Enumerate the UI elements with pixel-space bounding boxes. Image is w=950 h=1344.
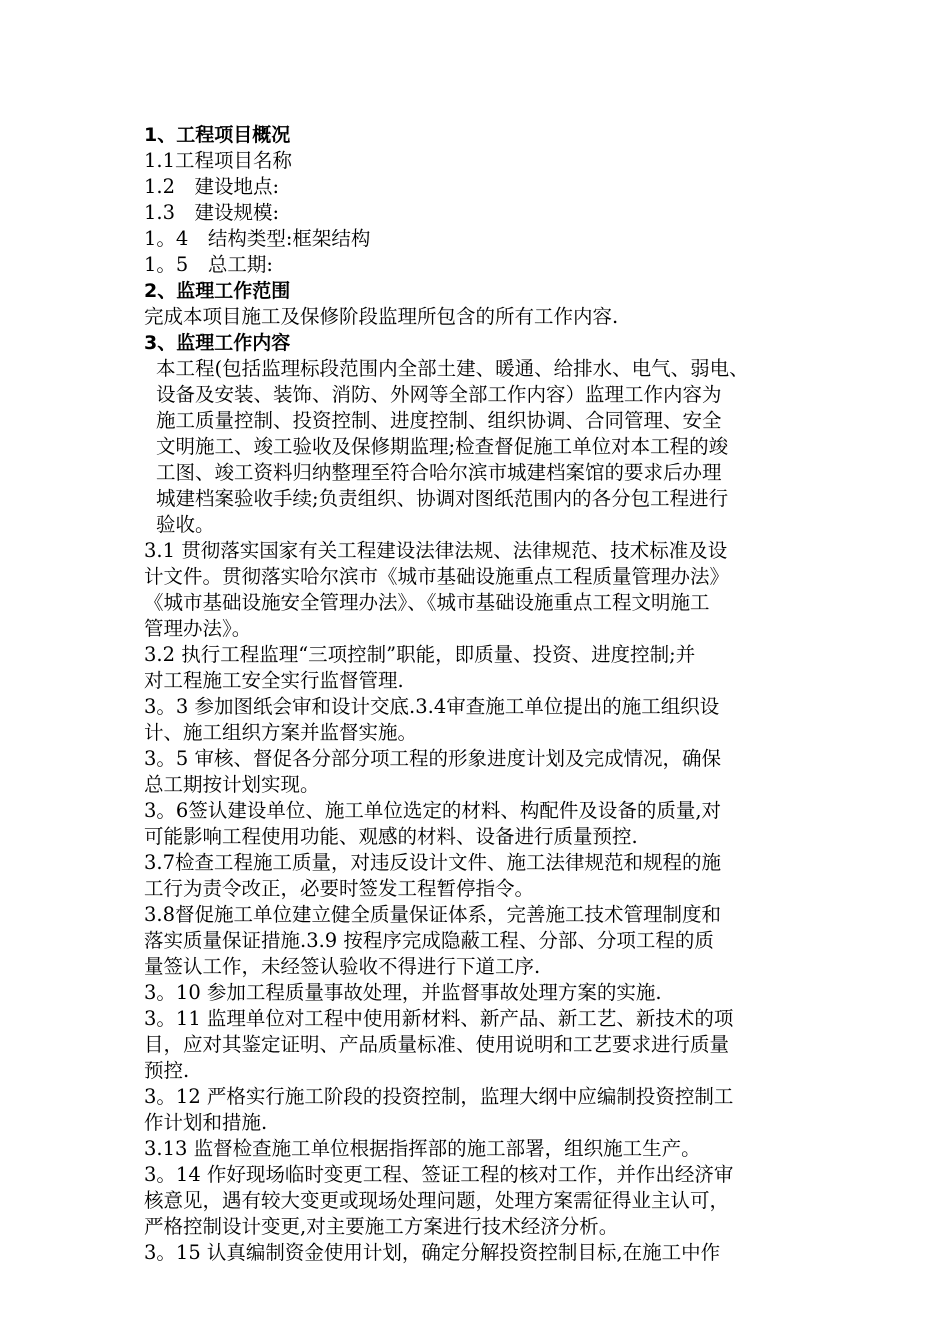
body-line: 核意见，遇有较大变更或现场处理问题，处理方案需征得业主认可， [144,1189,730,1212]
body-line: 《城市基础设施安全管理办法》、《城市基础设施重点工程文明施工 [144,591,710,614]
section-2-text: 完成本项目施工及保修阶段监理所包含的所有工作内容. [144,305,619,328]
body-line: 预控. [144,1059,190,1082]
body-line: 3.2 执行工程监理“三项控制”职能，即质量、投资、进度控制;并 [144,643,696,666]
body-line: 3。15 认真编制资金使用计划，确定分解投资控制目标,在施工中作 [144,1241,721,1264]
body-line: 3。14 作好现场临时变更工程、签证工程的核对工作，并作出经济审 [144,1163,734,1186]
intro-line: 验收。 [156,513,215,536]
body-line: 3.8督促施工单位建立健全质量保证体系，完善施工技术管理制度和 [144,903,722,926]
intro-line: 文明施工、竣工验收及保修期监理;检查督促施工单位对本工程的竣 [156,435,729,458]
section-2-heading: 2、监理工作范围 [144,280,291,302]
body-line: 3。6签认建设单位、施工单位选定的材料、构配件及设备的质量,对 [144,799,722,822]
item-1-4: 1。4 结构类型:框架结构 [144,227,371,250]
body-line: 管理办法》。 [144,617,252,640]
item-1-5: 1。5 总工期: [144,253,273,276]
intro-line: 工图、竣工资料归纳整理至符合哈尔滨市城建档案馆的要求后办理 [156,461,722,484]
body-line: 计、施工组织方案并监督实施。 [144,721,418,744]
document-page [144,122,824,1266]
body-line: 3.1 贯彻落实国家有关工程建设法律法规、法律规范、技术标准及设 [144,539,728,562]
body-line: 计文件。贯彻落实哈尔滨市《城市基础设施重点工程质量管理办法》 [144,565,730,588]
body-line: 工行为责令改正，必要时签发工程暂停指令。 [144,877,535,900]
intro-line: 施工质量控制、投资控制、进度控制、组织协调、合同管理、安全 [156,409,722,432]
section-1-heading: 1、工程项目概况 [144,124,291,146]
intro-line: 城建档案验收手续;负责组织、协调对图纸范围内的各分包工程进行 [156,487,729,510]
item-1-3: 1.3 建设规模: [144,201,280,224]
item-1-1: 1.1工程项目名称 [144,149,293,172]
body-line: 3。5 审核、督促各分部分项工程的形象进度计划及完成情况，确保 [144,747,722,770]
body-line: 作计划和措施. [144,1111,268,1134]
body-line: 可能影响工程使用功能、观感的材料、设备进行质量预控. [144,825,638,848]
body-line: 3。12 严格实行施工阶段的投资控制，监理大纲中应编制投资控制工 [144,1085,734,1108]
body-line: 对工程施工安全实行监督管理. [144,669,404,692]
intro-line: 本工程(包括监理标段范围内全部土建、暖通、给排水、电气、弱电、 [156,357,749,380]
body-line: 3.7检查工程施工质量，对违反设计文件、施工法律规范和规程的施 [144,851,722,874]
body-line: 目，应对其鉴定证明、产品质量标准、使用说明和工艺要求进行质量 [144,1033,730,1056]
body-line: 3。11 监理单位对工程中使用新材料、新产品、新工艺、新技术的项 [144,1007,734,1030]
section-3-heading: 3、监理工作内容 [144,332,291,354]
body-line: 3。3 参加图纸会审和设计交底.3.4审查施工单位提出的施工组织设 [144,695,720,718]
item-1-2: 1.2 建设地点: [144,175,280,198]
body-line: 总工期按计划实现。 [144,773,320,796]
body-line: 严格控制设计变更,对主要施工方案进行技术经济分析。 [144,1215,619,1238]
intro-line: 设备及安装、装饰、消防、外网等全部工作内容）监理工作内容为 [156,383,722,406]
body-line: 落实质量保证措施.3.9 按程序完成隐蔽工程、分部、分项工程的质 [144,929,714,952]
body-line: 3。10 参加工程质量事故处理，并监督事故处理方案的实施. [144,981,662,1004]
body-line: 量签认工作，未经签认验收不得进行下道工序. [144,955,541,978]
body-line: 3.13 监督检查施工单位根据指挥部的施工部署，组织施工生产。 [144,1137,701,1160]
